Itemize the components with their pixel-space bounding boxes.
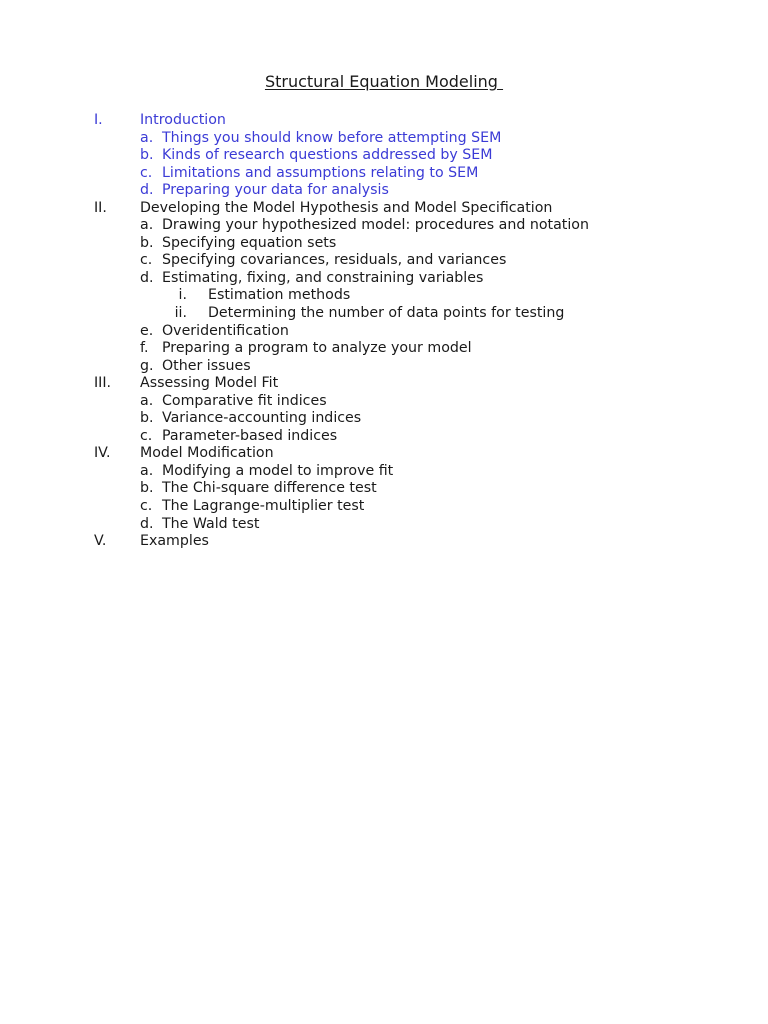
outline-marker: IV. [94,445,111,462]
outline-marker: c. [140,498,153,515]
outline-text: Modifying a model to improve fit [162,462,394,479]
outline-text: Determining the number of data points for testing [208,305,565,322]
outline-marker: a. [140,217,154,234]
outline-item [0,165,768,183]
outline-marker: c. [140,427,153,444]
outline-text: Variance-accounting indices [162,410,362,427]
outline-item [0,252,768,270]
outline-item [0,270,768,288]
outline-item [0,428,768,446]
outline-text: Examples [140,533,209,550]
outline-marker: ii. [174,305,187,322]
outline-marker: d. [140,515,154,532]
outline-marker: a. [140,392,154,409]
outline-item [0,516,768,534]
outline-text: The Wald test [162,515,260,532]
outline-item [0,305,768,323]
outline-item [0,393,768,411]
outline-item [0,112,768,130]
outline-item [0,147,768,165]
outline-item [0,498,768,516]
outline-marker: f. [140,340,149,357]
outline-text: Kinds of research questions addressed by SEM [162,147,493,164]
outline-marker: b. [140,234,154,251]
outline-marker: II. [94,199,107,216]
outline-text: Comparative fit indices [162,392,327,409]
outline-text: Overidentification [162,322,289,339]
outline-item [0,375,768,393]
outline-text: Estimating, fixing, and constraining variables [162,269,484,286]
outline-text: Things you should know before attempting SEM [162,129,502,146]
outline-marker: a. [140,462,154,479]
document-title-text: Structural Equation Modeling [264,72,504,91]
outline-item [0,480,768,498]
outline-text: Specifying covariances, residuals, and variances [162,252,507,269]
outline-text: Preparing a program to analyze your model [162,340,472,357]
outline-item [0,410,768,428]
outline-item [0,340,768,358]
outline-marker: c. [140,252,153,269]
document-title [0,71,768,93]
outline-marker: V. [94,533,107,550]
outline-item [0,323,768,341]
outline-text: Preparing your data for analysis [162,182,389,199]
outline-item [0,445,768,463]
outline-marker: I. [94,112,103,128]
outline-item [0,463,768,481]
outline-marker: e. [140,322,154,339]
outline-list [0,112,768,551]
outline-item [0,358,768,376]
outline-text: Limitations and assumptions relating to SEM [162,164,479,181]
outline-marker: i. [178,287,187,304]
outline-item [0,200,768,218]
outline-item [0,287,768,305]
outline-marker: b. [140,147,154,164]
outline-item [0,235,768,253]
outline-marker: d. [140,182,154,199]
outline-text: The Lagrange-multiplier test [162,498,365,515]
outline-text: Introduction [140,112,226,128]
outline-text: Parameter-based indices [162,427,338,444]
outline-item [0,182,768,200]
outline-marker: b. [140,410,154,427]
outline-item [0,533,768,551]
outline-text: Estimation methods [208,287,351,304]
outline-marker: c. [140,164,153,181]
outline-text: Developing the Model Hypothesis and Model Specification [140,199,553,216]
outline-item [0,130,768,148]
outline-text: Specifying equation sets [162,234,337,251]
outline-marker: b. [140,480,154,497]
outline-text: Other issues [162,357,251,374]
outline-text: Drawing your hypothesized model: procedures and notation [162,217,589,234]
outline-marker: III. [94,375,112,392]
outline-text: Model Modification [140,445,274,462]
outline-marker: g. [140,357,154,374]
outline-item [0,217,768,235]
outline-marker: d. [140,269,154,286]
outline-marker: a. [140,129,154,146]
outline-text: The Chi-square difference test [162,480,377,497]
outline-text: Assessing Model Fit [140,375,279,392]
